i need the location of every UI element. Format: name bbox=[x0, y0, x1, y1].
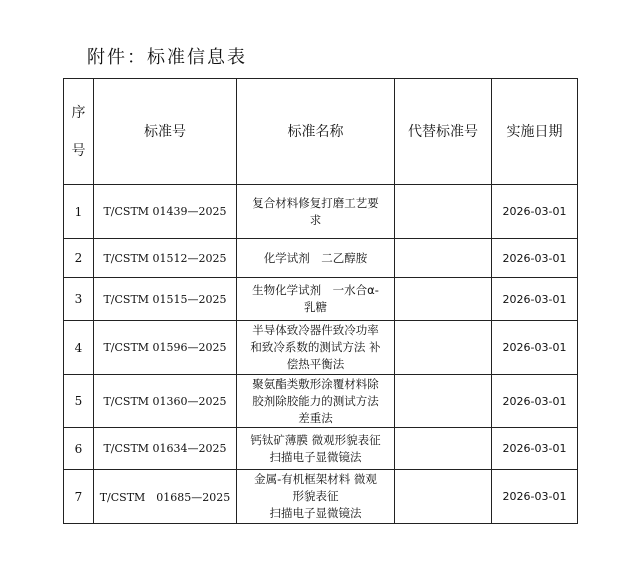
standard-name-line: 扫描电子显微镜法 bbox=[269, 506, 362, 520]
cell-standard-name bbox=[237, 375, 395, 428]
cell-replaced-standard bbox=[395, 470, 492, 524]
cell-replaced-standard bbox=[395, 375, 492, 428]
cell-implementation-date: 2026-03-01 bbox=[492, 278, 578, 321]
cell-replaced-standard bbox=[395, 321, 492, 375]
cell-replaced-standard bbox=[395, 428, 492, 470]
cell-standard-name bbox=[237, 185, 395, 239]
cell-standard-name bbox=[237, 428, 395, 470]
cell-standard-name bbox=[237, 470, 395, 524]
table-row bbox=[64, 278, 578, 321]
cell-implementation-date: 2026-03-01 bbox=[492, 321, 578, 375]
cell-standard-name bbox=[237, 239, 395, 278]
cell-replaced-standard bbox=[395, 239, 492, 278]
table-row bbox=[64, 428, 578, 470]
cell-standard-code: T/CSTM 01685—2025 bbox=[94, 470, 237, 524]
header-seq-gap bbox=[67, 123, 90, 141]
cell-seq: 7 bbox=[64, 470, 94, 524]
cell-seq: 6 bbox=[64, 428, 94, 470]
cell-implementation-date: 2026-03-01 bbox=[492, 470, 578, 524]
standard-name-line: 金属-有机框架材料 微观 bbox=[254, 472, 377, 486]
header-code: 标准号 bbox=[94, 79, 237, 185]
cell-implementation-date: 2026-03-01 bbox=[492, 428, 578, 470]
standard-name-line: 扫描电子显微镜法 bbox=[269, 449, 362, 464]
page-caption: 附件：标准信息表 bbox=[87, 47, 247, 68]
cell-standard-code: T/CSTM 01512—2025 bbox=[94, 239, 237, 278]
standard-name-line: 求 bbox=[309, 212, 322, 227]
cell-standard-code: T/CSTM 01634—2025 bbox=[94, 428, 237, 470]
standard-name-line: 差重法 bbox=[298, 410, 333, 425]
cell-standard-code: T/CSTM 01515—2025 bbox=[94, 278, 237, 321]
cell-implementation-date: 2026-03-01 bbox=[492, 185, 578, 239]
table-row bbox=[64, 239, 578, 278]
cell-seq: 5 bbox=[64, 375, 94, 428]
cell-replaced-standard bbox=[395, 185, 492, 239]
table-row bbox=[64, 375, 578, 428]
cell-standard-code: T/CSTM 01439—2025 bbox=[94, 185, 237, 239]
table-row bbox=[64, 470, 578, 524]
standard-name-line: 乳糖 bbox=[304, 300, 327, 314]
header-row bbox=[64, 79, 578, 185]
header-seq-line2: 号 bbox=[71, 142, 86, 159]
cell-implementation-date: 2026-03-01 bbox=[492, 239, 578, 278]
header-date: 实施日期 bbox=[492, 79, 578, 185]
standard-name-line: 偿热平衡法 bbox=[286, 357, 345, 371]
cell-standard-name bbox=[237, 321, 395, 375]
standard-name-line: 形貌表征 bbox=[292, 489, 339, 503]
cell-seq: 4 bbox=[64, 321, 94, 375]
cell-standard-code: T/CSTM 01360—2025 bbox=[94, 375, 237, 428]
standard-name-line: 半导体致冷器件致冷功率 bbox=[252, 323, 379, 337]
header-seq-line1: 序 bbox=[71, 104, 86, 121]
table-row bbox=[64, 185, 578, 239]
standard-name-line: 和致冷系数的测试方法 补 bbox=[250, 340, 381, 354]
cell-seq: 1 bbox=[64, 185, 94, 239]
header-replace: 代替标准号 bbox=[395, 79, 492, 185]
cell-seq: 3 bbox=[64, 278, 94, 321]
standard-name-line: 复合材料修复打磨工艺要 bbox=[252, 195, 379, 210]
cell-standard-name bbox=[237, 278, 395, 321]
cell-replaced-standard bbox=[395, 278, 492, 321]
table-body bbox=[64, 185, 578, 524]
standard-name-line: 化学试剂 二乙醇胺 bbox=[263, 250, 368, 265]
cell-implementation-date: 2026-03-01 bbox=[492, 375, 578, 428]
standard-name-line: 钙钛矿薄膜 微观形貌表征 bbox=[250, 432, 381, 447]
standard-name-line: 胶剂除胶能力的测试方法 bbox=[252, 393, 379, 408]
cell-standard-code: T/CSTM 01596—2025 bbox=[94, 321, 237, 375]
standard-name-line: 聚氨酯类敷形涂覆材料除 bbox=[252, 376, 379, 391]
cell-seq: 2 bbox=[64, 239, 94, 278]
header-name: 标准名称 bbox=[237, 79, 395, 185]
header-seq bbox=[64, 79, 94, 185]
standards-table bbox=[63, 78, 578, 524]
table-row bbox=[64, 321, 578, 375]
standard-name-line: 生物化学试剂 一水合α- bbox=[252, 283, 379, 297]
